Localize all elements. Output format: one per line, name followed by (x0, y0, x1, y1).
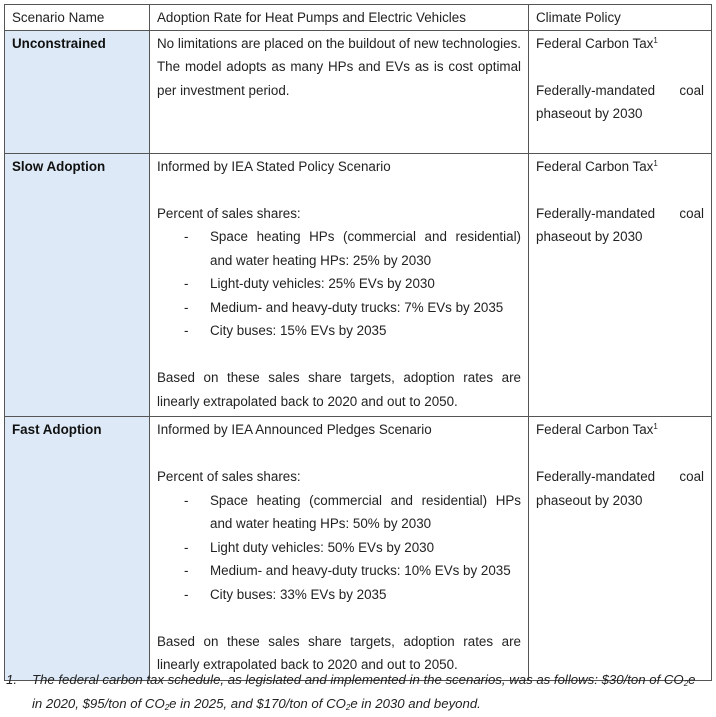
extrapolation-note: Based on these sales share targets, adoption rates are linearly extrapolated back to 2020 and out to 2050. (157, 370, 521, 409)
footnote-ref: 1 (653, 422, 658, 431)
footnote (6, 668, 706, 715)
table-row-fast-adoption (5, 417, 712, 681)
policy-coal-phaseout: Federally-mandated coal phaseout by 2030 (536, 82, 704, 121)
header-scenario-name: Scenario Name (5, 5, 150, 31)
climate-policy-cell (529, 30, 712, 153)
list-item: - Medium- and heavy-duty trucks: 10% EVs by 2035 (184, 563, 511, 578)
footnote-ref: 1 (653, 35, 658, 45)
sales-shares-list (157, 489, 521, 607)
adoption-description: No limitations are placed on the buildout of new technologies. The model adopts as many HPs and EVs as is cost optimal per investment period. (157, 35, 522, 98)
footnote-text: The federal carbon tax schedule, as legislated and implemented in the scenarios, was as follows: $30/ton of $CO_2e$ in 2020, $95/ton of $CO_2e$ in 2025, and $170/ton of $CO_2e$ in 2030 and beyond. (32, 672, 696, 712)
scenario-name-cell: Fast Adoption (5, 417, 150, 681)
footnote-number: 1. (6, 672, 17, 687)
policy-carbon-tax (536, 155, 704, 179)
policy-carbon-tax-text: Federal Carbon Tax (536, 422, 654, 437)
extrapolation-note: Based on these sales share targets, adoption rates are linearly extrapolated back to 2020 and out to 2050. (157, 633, 521, 672)
list-item: - Light-duty vehicles: 25% EVs by 2030 (184, 276, 435, 291)
scenario-name-cell: Slow Adoption (5, 153, 150, 417)
adoption-rate-cell (150, 417, 529, 681)
header-climate-policy: Climate Policy (529, 5, 712, 31)
table-row-slow-adoption (5, 153, 712, 417)
adoption-rate-cell (150, 153, 529, 417)
adoption-rate-cell (150, 30, 529, 153)
policy-carbon-tax-text: Federal Carbon Tax (536, 35, 654, 51)
list-item: - City buses: 33% EVs by 2035 (184, 586, 387, 602)
list-item: - Space heating (commercial and residential) HPs and water heating HPs: 50% by 2030 (184, 492, 521, 531)
informed-by-text: Informed by IEA Announced Pledges Scenario (157, 422, 432, 437)
policy-carbon-tax (536, 418, 704, 442)
sales-shares-list (157, 225, 521, 343)
sales-shares-label: Percent of sales shares: (157, 205, 301, 221)
policy-coal-phaseout: Federally-mandated coal phaseout by 2030 (536, 469, 704, 508)
table-row-unconstrained (5, 30, 712, 153)
informed-by-text: Informed by IEA Stated Policy Scenario (157, 158, 391, 174)
policy-carbon-tax (536, 32, 704, 56)
header-adoption-rate: Adoption Rate for Heat Pumps and Electric Vehicles (150, 5, 529, 31)
scenario-name-cell: Unconstrained (5, 30, 150, 153)
list-item: - Space heating HPs (commercial and residential) and water heating HPs: 25% by 2030 (184, 229, 521, 268)
list-item: - Light duty vehicles: 50% EVs by 2030 (184, 539, 435, 555)
sales-shares-label: Percent of sales shares: (157, 469, 301, 484)
climate-policy-cell (529, 417, 712, 681)
climate-policy-cell (529, 153, 712, 417)
policy-coal-phaseout: Federally-mandated coal phaseout by 2030 (536, 205, 704, 244)
table-header-row (5, 5, 712, 31)
scenario-table (4, 4, 712, 681)
footnote-ref: 1 (653, 158, 658, 168)
list-item: - Medium- and heavy-duty trucks: 7% EVs by 2035 (184, 299, 504, 315)
list-item: - City buses: 15% EVs by 2035 (184, 323, 387, 338)
policy-carbon-tax-text: Federal Carbon Tax (536, 158, 654, 174)
